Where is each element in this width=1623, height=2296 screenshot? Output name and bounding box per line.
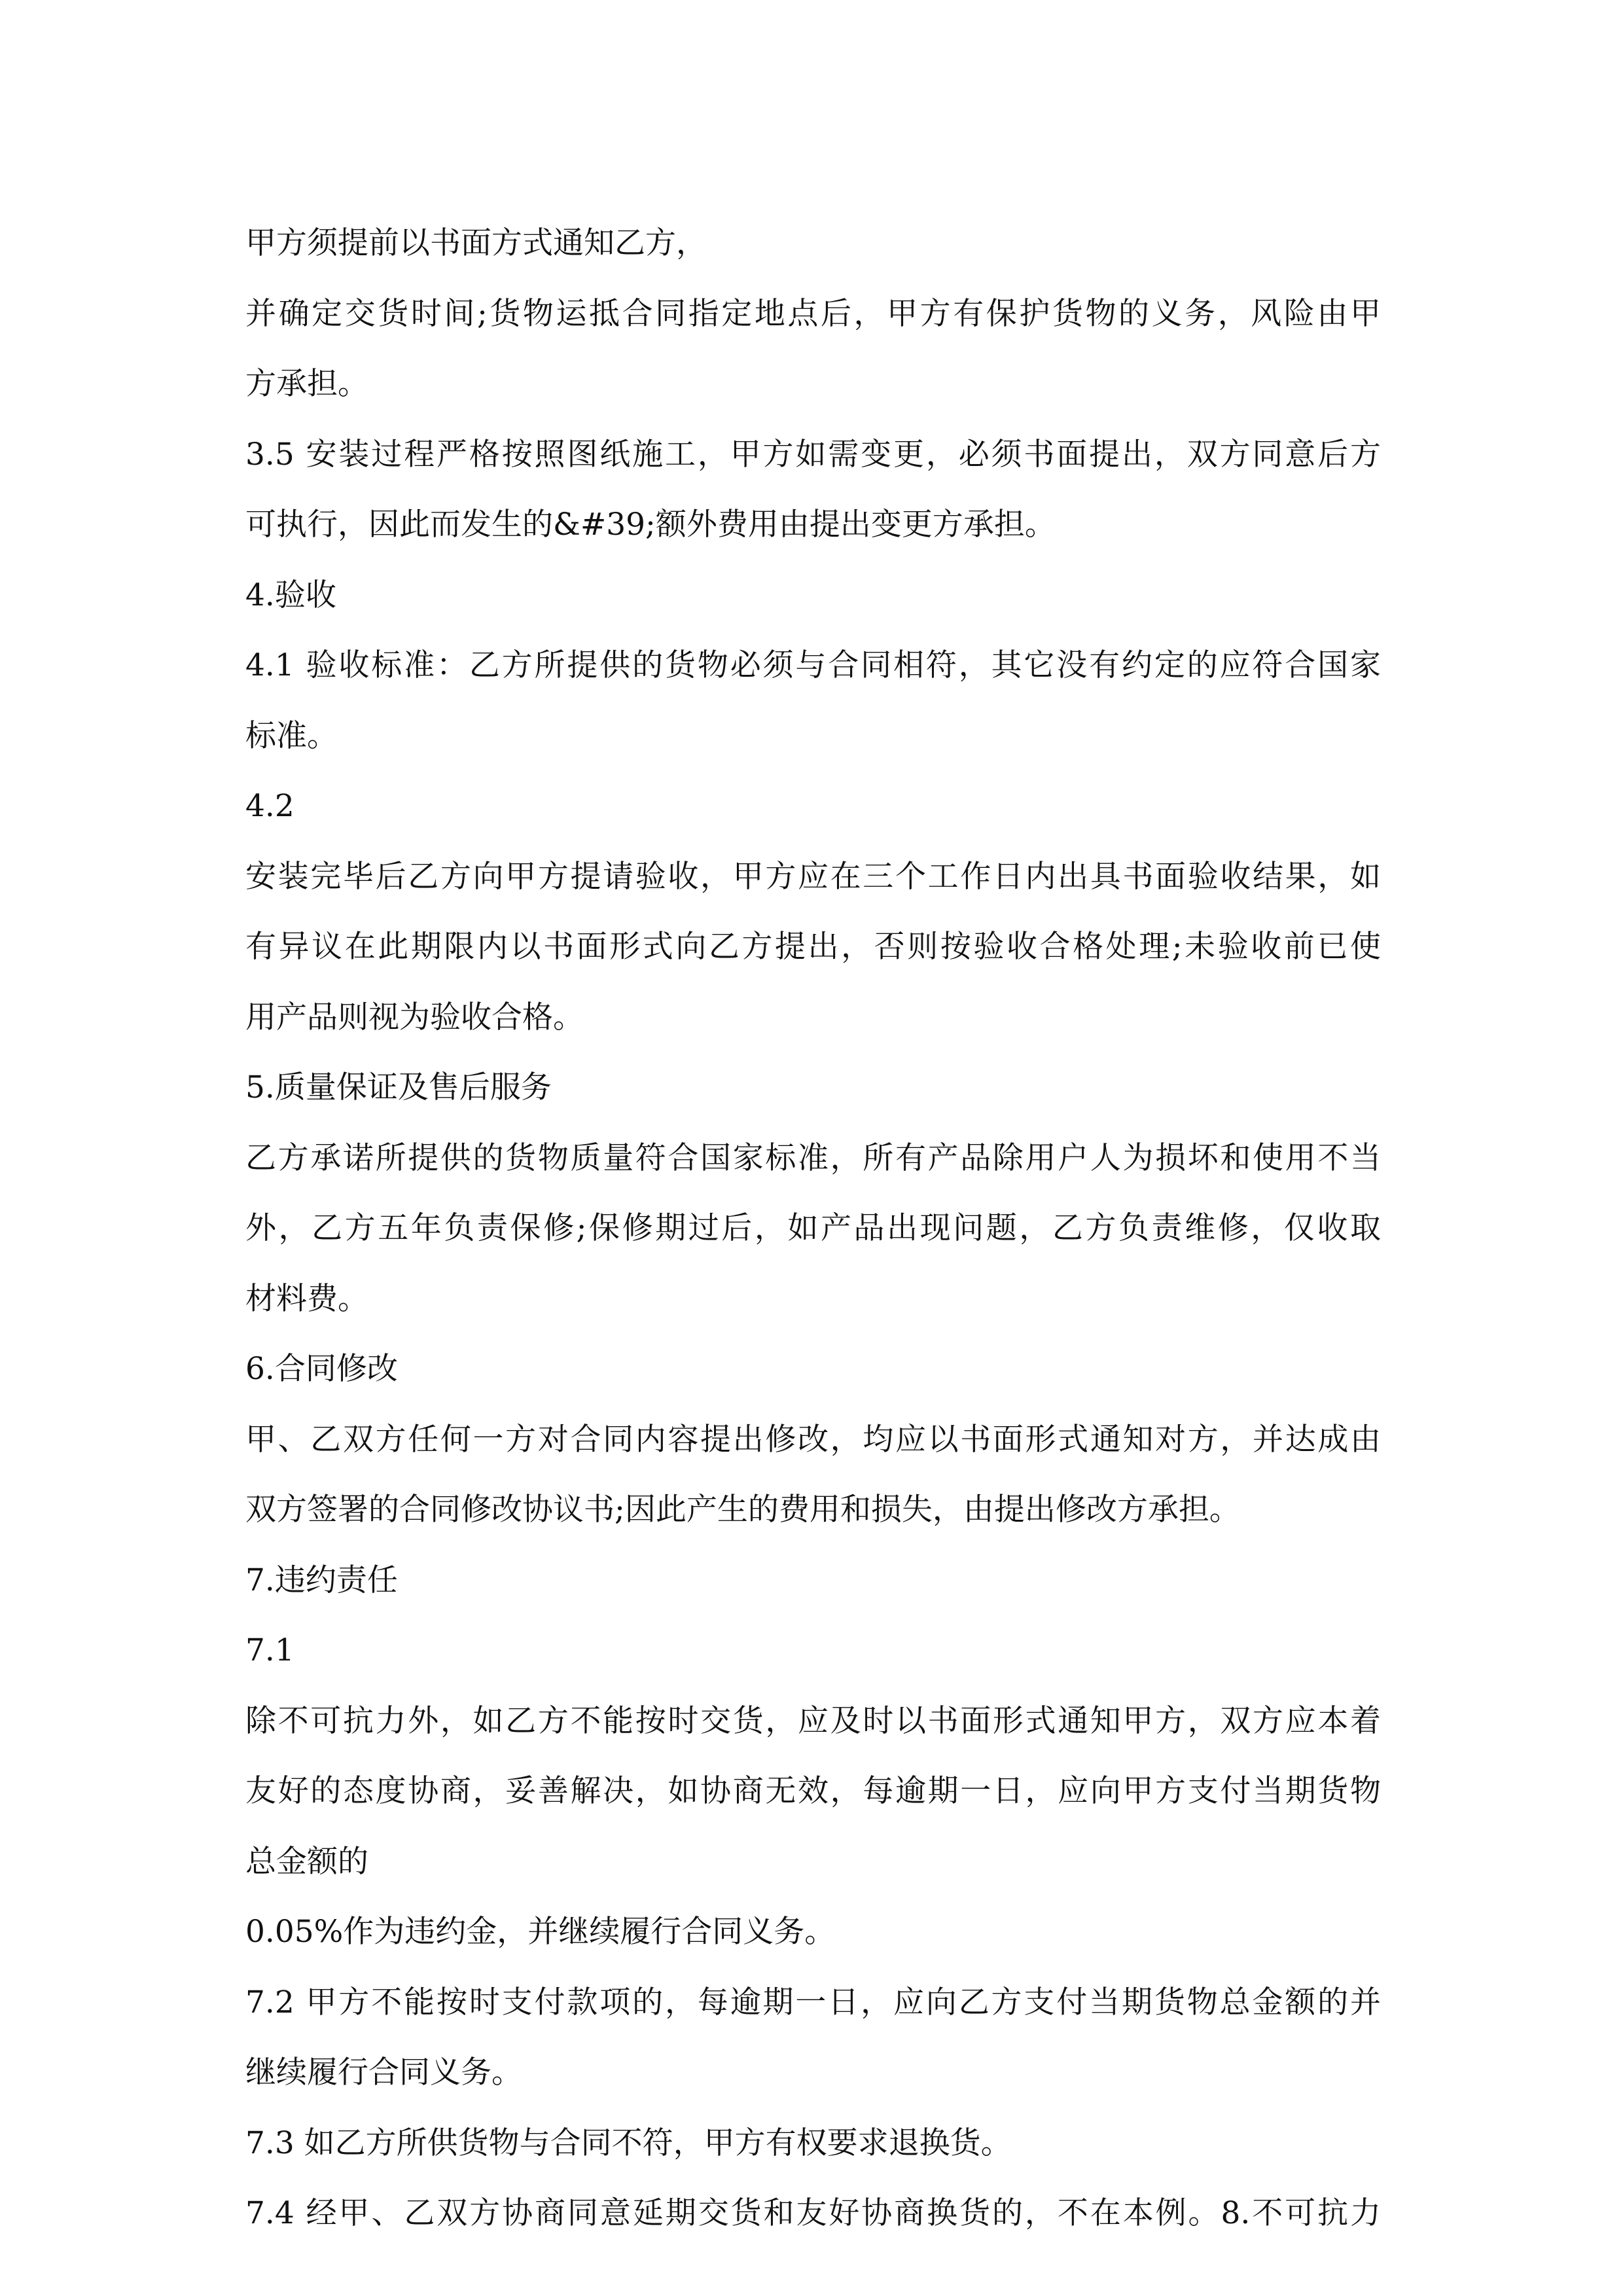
document-line: 6.合同修改: [245, 1351, 398, 1387]
document-line: 7.违约责任: [245, 1562, 398, 1598]
document-line: 有异议在此期限内以书面形式向乙方提出，否则按验收合格处理;未验收前已使: [245, 929, 1381, 965]
document-line: 材料费。: [245, 1280, 368, 1317]
document-line: 0.05%作为违约金，并继续履行合同义务。: [245, 1914, 836, 1950]
document-line: 方承担。: [245, 366, 368, 402]
document-line: 乙方承诺所提供的货物质量符合国家标准，所有产品除用户人为损坏和使用不当: [245, 1139, 1381, 1176]
document-line: 4.1 验收标准：乙方所提供的货物必须与合同相符，其它没有约定的应符合国家: [245, 647, 1381, 683]
document-line: 继续履行合同义务。: [245, 2054, 522, 2090]
document-line: 除不可抗力外，如乙方不能按时交货，应及时以书面形式通知甲方，双方应本着: [245, 1702, 1381, 1739]
document-line: 总金额的: [245, 1843, 368, 1880]
document-line: 7.3 如乙方所供货物与合同不符，甲方有权要求退换货。: [245, 2125, 1012, 2161]
document-line: 4.验收: [245, 577, 336, 613]
document-line: 并确定交货时间;货物运抵合同指定地点后，甲方有保护货物的义务，风险由甲: [245, 295, 1381, 332]
document-line: 友好的态度协商，妥善解决，如协商无效，每逾期一日，应向甲方支付当期货物: [245, 1773, 1381, 1809]
document-line: 安装完毕后乙方向甲方提请验收，甲方应在三个工作日内出具书面验收结果，如: [245, 858, 1381, 895]
document-line: 7.2 甲方不能按时支付款项的，每逾期一日，应向乙方支付当期货物总金额的并: [245, 1984, 1381, 2020]
document-line: 7.1: [245, 1632, 294, 1668]
document-line: 7.4 经甲、乙双方协商同意延期交货和友好协商换货的，不在本例。8.不可抗力: [245, 2195, 1381, 2231]
document-line: 甲、乙双方任何一方对合同内容提出修改，均应以书面形式通知对方，并达成由: [245, 1421, 1381, 1458]
document-line: 4.2: [245, 788, 294, 824]
document-line: 可执行，因此而发生的&#39;额外费用由提出变更方承担。: [245, 507, 1056, 543]
document-line: 用产品则视为验收合格。: [245, 999, 584, 1035]
document-line: 5.质量保证及售后服务: [245, 1069, 552, 1105]
document-body: [245, 208, 1381, 2249]
document-line: 标准。: [245, 717, 338, 754]
document-line: 外，乙方五年负责保修;保修期过后，如产品出现问题，乙方负责维修，仅收取: [245, 1210, 1381, 1246]
document-line: 3.5 安装过程严格按照图纸施工，甲方如需变更，必须书面提出，双方同意后方: [245, 436, 1381, 473]
document-line: 双方签署的合同修改协议书;因此产生的费用和损失，由提出修改方承担。: [245, 1492, 1240, 1528]
document-line: 甲方须提前以书面方式通知乙方，: [245, 225, 707, 261]
